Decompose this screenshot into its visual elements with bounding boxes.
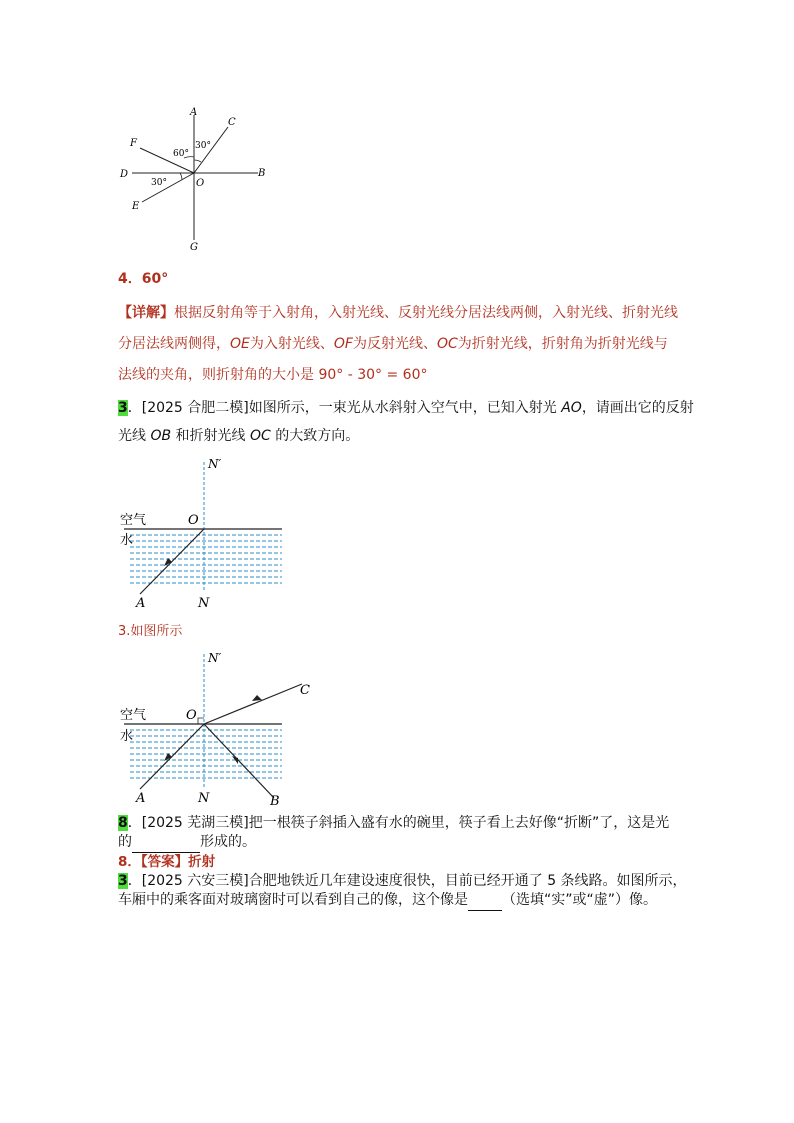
label-N: N	[198, 596, 210, 611]
question-3b	[118, 872, 687, 911]
water-air-diagram	[110, 452, 300, 614]
label-F: F	[130, 138, 137, 149]
answer-blank[interactable]	[132, 833, 200, 853]
detail-line-1: 根据反射角等于入射角，入射光线、反射光线分居法线两侧，入射光线、折射光线	[174, 305, 678, 321]
question-3-text-1a: ．[2025 合肥二模]如图所示，一束光从水斜射入空气中，已知入射光	[127, 400, 562, 416]
answer-4-header: 4．60°	[118, 271, 169, 287]
label-O: O	[196, 178, 205, 189]
label-D: D	[120, 169, 129, 180]
label-water: 水	[120, 729, 134, 744]
label-air: 空气	[120, 708, 147, 723]
question-3-text-2a: 光线	[118, 428, 151, 444]
question-3b-text-2b: （选填“实”或“虚”）像。	[502, 892, 658, 908]
label-O: O	[188, 513, 199, 528]
question-3-text-2b: 和折射光线	[171, 428, 250, 444]
question-3-text-2c: 的大致方向。	[270, 428, 360, 444]
detail-OE: OE	[230, 336, 250, 352]
label-A: A	[190, 107, 198, 118]
label-C: C	[228, 117, 236, 128]
question-3b-text-2a: 车厢中的乘客面对玻璃窗时可以看到自己的像，这个像是	[118, 892, 468, 908]
detail-line-2d: 为折射光线，折射角为折射光线与	[457, 336, 668, 352]
question-3-OB: OB	[150, 428, 172, 444]
answer-8: 8．【答案】折射	[118, 854, 216, 870]
question-3	[118, 394, 694, 450]
detail-line-3: 法线的夹角，则折射角的大小是 90° - 30° = 60°	[118, 367, 428, 383]
question-3-number: 3	[118, 400, 128, 416]
label-G: G	[190, 242, 198, 253]
label-air: 空气	[120, 513, 147, 528]
question-3b-text-1: ．[2025 六安三模]合肥地铁近几年建设速度很快，目前已经开通了 5 条线路。如图所示，	[127, 873, 687, 889]
question-3b-number: 3	[118, 873, 128, 889]
label-E: E	[132, 201, 140, 212]
question-8-number: 8	[118, 815, 128, 831]
label-A: A	[136, 596, 146, 611]
angle-30-left: 30°	[151, 178, 167, 188]
detail-OC: OC	[436, 336, 458, 352]
detail-label: 【详解】	[118, 305, 174, 321]
detail-line-2b: 为入射光线、	[249, 336, 334, 352]
angle-diagram	[110, 100, 280, 260]
question-3-AO: AO	[561, 400, 582, 416]
answer-3-label: 3.如图所示	[118, 624, 183, 639]
question-8	[118, 814, 669, 853]
label-C: C	[300, 683, 310, 698]
answer-4-detail	[118, 298, 688, 391]
answer-diagram	[110, 648, 320, 810]
label-N-prime: N′	[208, 651, 222, 665]
angle-60: 60°	[173, 149, 189, 159]
question-8-text-2b: 形成的。	[200, 834, 256, 850]
question-8-text-2a: 的	[118, 834, 132, 850]
detail-OF: OF	[333, 336, 353, 352]
label-O: O	[186, 708, 197, 723]
detail-line-2c: 为反射光线、	[352, 336, 437, 352]
label-B: B	[258, 168, 266, 179]
label-B: B	[270, 794, 280, 809]
question-3-text-1b: ，请画出它的反射	[581, 400, 694, 416]
label-N-prime: N′	[208, 457, 222, 471]
detail-line-2a: 分居法线两侧得，	[118, 336, 230, 352]
answer-blank-2[interactable]	[468, 891, 502, 911]
question-3-OC: OC	[249, 428, 271, 444]
label-N: N	[198, 791, 210, 806]
label-water: 水	[120, 533, 134, 548]
angle-30-top: 30°	[195, 141, 211, 151]
question-8-text-1: ．[2025 芜湖三模]把一根筷子斜插入盛有水的碗里，筷子看上去好像“折断”了，这是光	[127, 815, 670, 831]
label-A: A	[136, 791, 146, 806]
